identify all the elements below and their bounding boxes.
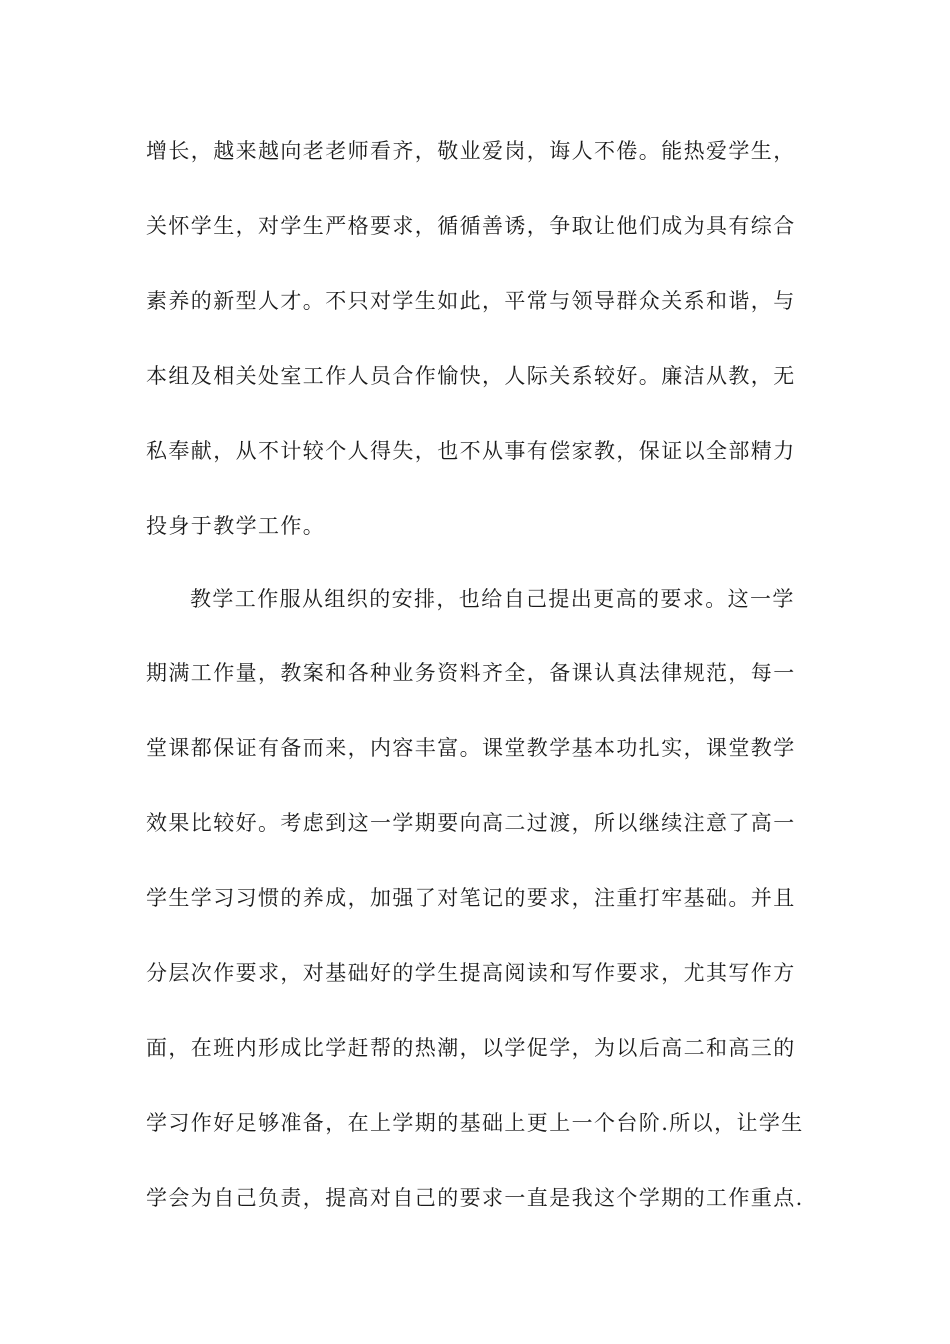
text-line: 本组及相关处室工作人员合作愉快，人际关系较好。廉洁从教，无 [146,364,796,388]
text-line: 素养的新型人才。不只对学生如此，平常与领导群众关系和谐，与 [146,289,796,313]
text-line: 面，在班内形成比学赶帮的热潮，以学促学，为以后高二和高三的 [146,1036,796,1060]
text-line: 分层次作要求，对基础好的学生提高阅读和写作要求，尤其写作方 [146,961,796,985]
text-line: 增长，越来越向老老师看齐，敬业爱岗，诲人不倦。能热爱学生， [146,139,796,163]
text-line: 学生学习习惯的养成，加强了对笔记的要求，注重打牢基础。并且 [146,886,796,910]
text-line: 投身于教学工作。 [146,514,326,538]
text-line: 私奉献，从不计较个人得失，也不从事有偿家教，保证以全部精力 [146,439,796,463]
text-line: 期满工作量，教案和各种业务资料齐全，备课认真法律规范，每一 [146,661,796,685]
text-line: 关怀学生，对学生严格要求，循循善诱，争取让他们成为具有综合 [146,214,796,238]
paragraph-first-line: 教学工作服从组织的安排，也给自己提出更高的要求。这一学 [190,587,795,611]
text-line: 学会为自己负责，提高对自己的要求一直是我这个学期的工作重点. [146,1186,804,1210]
text-line: 堂课都保证有备而来，内容丰富。课堂教学基本功扎实，课堂教学 [146,736,796,760]
text-line: 效果比较好。考虑到这一学期要向高二过渡，所以继续注意了高一 [146,811,796,835]
text-line: 学习作好足够准备，在上学期的基础上更上一个台阶.所以，让学生 [146,1111,804,1135]
